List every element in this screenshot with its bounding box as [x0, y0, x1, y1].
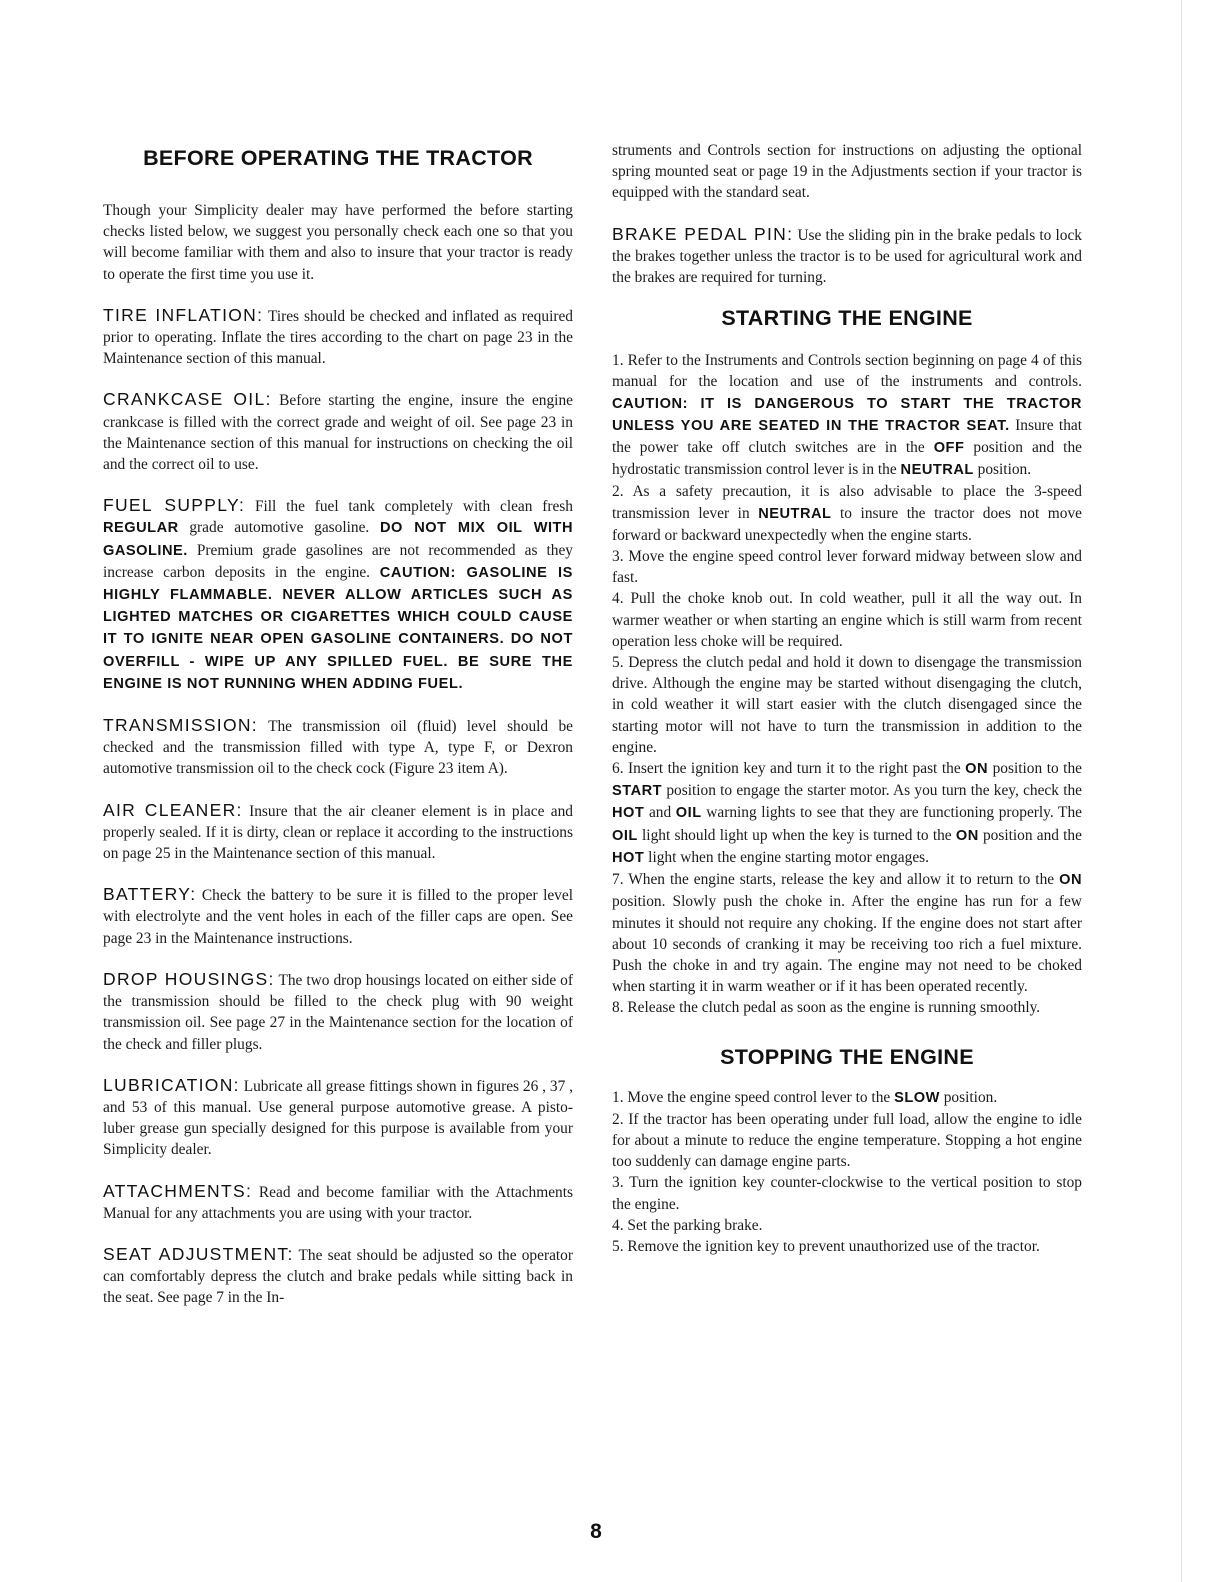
fuel-no-mix-keyword: DO NOT MIX OIL WITH GASOLINE.	[103, 520, 573, 559]
transmission-text: The transmission oil (fluid) level should be checked and the transmission filled with type A, type F, or Dexron automotive transmission oil to the check cock (Figure 23 item A).	[103, 718, 574, 778]
crankcase-oil-text: Before starting the engine, insure the engine crankcase is filled with the correct grade and weight of oil. See page 23 in the Maintenance section of this manual for instructions on checking the oil and the correct oil to use.	[103, 392, 573, 474]
neutral-keyword-2: NEUTRAL	[758, 505, 832, 522]
starting-step-3: 3. Move the engine speed control lever forward midway between slow and fast.	[612, 548, 1082, 587]
air-cleaner-text: Insure that the air cleaner element is in place and properly sealed. If it is dirty, clean or replace it according to the instructions on page 25 in the Maintenance section of this manual.	[103, 802, 573, 863]
stopping-step-1-text-a: 1. Move the engine speed control lever to the	[612, 1088, 891, 1106]
transmission-label: TRANSMISSION:	[103, 715, 258, 736]
fuel-supply-text-1: Fill the fuel tank completely with clean fresh	[254, 498, 573, 516]
attachments-label: ATTACHMENTS:	[103, 1180, 253, 1201]
neutral-keyword: NEUTRAL	[900, 462, 974, 479]
brake-pedal-pin-text: Use the sliding pin in the brake pedals to lock the brakes together unless the tractor is to be used for agricultural work and the brakes are required for turning.	[612, 226, 1082, 287]
starting-step-2	[612, 481, 1082, 546]
fuel-supply-label: FUEL SUPPLY:	[103, 495, 246, 516]
brake-pedal-pin-paragraph	[612, 224, 1082, 289]
starting-step-6-text-d: and	[648, 804, 672, 822]
attachments-paragraph	[103, 1181, 573, 1224]
on-keyword-3: ON	[1059, 872, 1082, 889]
off-keyword: OFF	[933, 440, 965, 457]
page-edge-line	[1181, 0, 1182, 1582]
starting-step-6	[612, 758, 1082, 869]
section-title-starting-engine: STARTING THE ENGINE	[721, 306, 973, 331]
starting-step-1-text-c: position and the hydrostatic transmission control lever is in the	[612, 439, 1082, 479]
oil-keyword: OIL	[675, 805, 702, 822]
brake-pedal-pin-label: BRAKE PEDAL PIN:	[612, 223, 794, 244]
crankcase-oil-label: CRANKCASE OIL:	[103, 389, 272, 410]
transmission-paragraph	[103, 715, 573, 780]
starting-step-5: 5. Depress the clutch pedal and hold it down to disengage the transmission drive. Although the engine may be started without disengaging the clutch, in cold weather it will start easier with the clutch disengaged since the starting motor will not have to turn the transmission in addition to the engine.	[612, 654, 1082, 756]
start-keyword: START	[612, 783, 663, 800]
drop-housings-paragraph	[103, 969, 573, 1055]
fuel-caution-warning: CAUTION: GASOLINE IS HIGHLY FLAMMABLE. NEVER ALLOW ARTICLES SUCH AS LIGHTED MATCHES OR CIGARETTES WHICH COULD CAUSE IT TO IGNITE NEAR OPEN GASOLINE CONTAINERS. DO NOT OVERFILL - WIPE UP ANY SPILLED FUEL. BE SURE THE ENGINE IS NOT RUNNING WHEN ADDING FUEL.	[103, 564, 573, 692]
air-cleaner-paragraph	[103, 800, 573, 865]
tire-inflation-label: TIRE INFLATION:	[103, 304, 264, 325]
left-column	[103, 140, 573, 1309]
battery-label: BATTERY:	[103, 884, 197, 905]
starting-step-6-text-e: warning lights to see that they are functioning properly. The	[706, 804, 1082, 822]
stopping-step-3: 3. Turn the ignition key counter-clockwise to the vertical position to stop the engine.	[612, 1174, 1082, 1213]
starting-step-2-text-b: to insure the tractor does not move forward or backward unexpectedly when the engine starts.	[612, 504, 1082, 544]
starting-seat-caution: CAUTION: IT IS DANGEROUS TO START THE TRACTOR UNLESS YOU ARE SEATED IN THE TRACTOR SEAT.	[612, 395, 1082, 434]
stopping-step-1-text-b: position.	[943, 1088, 998, 1106]
fuel-supply-text-3: Premium grade gasolines are not recommended as they increase carbon deposits in the engine.	[103, 541, 573, 581]
battery-text: Check the battery to be sure it is filled to the proper level with electrolyte and the vent holes in each of the filler caps are open. See page 23 in the Maintenance instructions.	[103, 887, 573, 947]
section-title-stopping-engine: STOPPING THE ENGINE	[720, 1044, 974, 1069]
hot-keyword: HOT	[612, 805, 645, 822]
starting-step-7-text-b: position. Slowly push the choke in. After the engine has run for a few minutes it should not require any choking. If the engine does not start after about 10 seconds of cranking it may be receiving too rich a fuel mixture. Push the choke in and try again. The engine may not need to be choked when starting it in warm weather or if it has been operated recently.	[612, 893, 1082, 996]
fuel-supply-paragraph	[103, 495, 573, 695]
drop-housings-text: The two drop housings located on either side of the transmission should be filled to the check plug with 90 weight transmission oil. See page 27 in the Maintenance section for the location of the check and filler plugs.	[103, 971, 573, 1053]
stopping-steps-list	[612, 1087, 1082, 1258]
fuel-regular-keyword: REGULAR	[103, 520, 179, 537]
starting-step-1	[612, 350, 1082, 481]
tire-inflation-text: Tires should be checked and inflated as required prior to operating. Inflate the tires according to the chart on page 23 in the Maintenance section of this manual.	[103, 307, 573, 368]
page-number: 8	[590, 1520, 602, 1543]
right-column	[612, 140, 1082, 1257]
starting-step-1-text-b: Insure that the power take off clutch switches are in the	[612, 416, 1082, 457]
starting-step-6-text-b: position to the	[992, 760, 1082, 778]
starting-step-6-text-h: light when the engine starting motor engages.	[648, 848, 929, 866]
intro-paragraph: Though your Simplicity dealer may have performed the before starting checks listed below, we suggest you personally check each one so that you will become familiar with them and also to insure that your tractor is ready to operate the first time you use it.	[103, 202, 573, 283]
tire-inflation-paragraph	[103, 305, 573, 370]
stopping-step-2: 2. If the tractor has been operating under full load, allow the engine to idle for about a minute to reduce the engine temperature. Stopping a hot engine too suddenly can damage engine parts.	[612, 1110, 1082, 1171]
seat-adjustment-label: SEAT ADJUSTMENT:	[103, 1243, 294, 1264]
oil-keyword-2: OIL	[612, 827, 638, 844]
stopping-step-4: 4. Set the parking brake.	[612, 1216, 763, 1234]
seat-adjustment-text: The seat should be adjusted so the operator can comfortably depress the clutch and brake pedals while sitting back in the seat. See page 7 in the In-	[103, 1246, 573, 1307]
on-keyword: ON	[965, 761, 989, 778]
seat-adjustment-paragraph	[103, 1244, 573, 1309]
battery-paragraph	[103, 884, 573, 949]
air-cleaner-label: AIR CLEANER:	[103, 799, 243, 820]
starting-step-6-text-a: 6. Insert the ignition key and turn it to the right past the	[612, 760, 961, 778]
drop-housings-label: DROP HOUSINGS:	[103, 968, 275, 989]
lubrication-label: LUBRICATION:	[103, 1074, 240, 1095]
starting-step-7	[612, 869, 1082, 997]
stopping-step-1	[612, 1087, 1082, 1109]
section-title-before-operating: BEFORE OPERATING THE TRACTOR	[143, 146, 533, 170]
starting-step-4: 4. Pull the choke knob out. In cold weather, pull it all the way out. In warmer weather or when starting an engine which is still warm from recent operation less choke will be required.	[612, 590, 1082, 650]
starting-step-7-text-a: 7. When the engine starts, release the key and allow it to return to the	[612, 871, 1055, 889]
starting-step-6-text-g: position and the	[982, 826, 1082, 844]
lubrication-text: Lubricate all grease fittings shown in figures 26 , 37 , and 53 of this manual. Use general purpose automotive grease. A pisto-luber grease gun specially designed for this purpose is available from your Simplicity dealer.	[103, 1077, 573, 1159]
seat-adjustment-continued: struments and Controls section for instructions on adjusting the optional spring mounted seat or page 19 in the Adjustments section if your tractor is equipped with the standard seat.	[612, 142, 1082, 202]
starting-step-1-text-a: 1. Refer to the Instruments and Controls section beginning on page 4 of this manual for the location and use of the instruments and controls.	[612, 352, 1082, 391]
on-keyword-2: ON	[955, 827, 979, 844]
starting-steps-list	[612, 350, 1082, 1018]
hot-keyword-2: HOT	[612, 849, 645, 866]
starting-step-6-text-c: position to engage the starter motor. As you turn the key, check the	[666, 782, 1083, 800]
starting-step-2-text-a: 2. As a safety precaution, it is also advisable to place the 3-speed transmission lever in	[612, 483, 1082, 522]
attachments-text: Read and become familiar with the Attachments Manual for any attachments you are using with your tractor.	[103, 1183, 573, 1222]
stopping-step-5: 5. Remove the ignition key to prevent unauthorized use of the tractor.	[612, 1237, 1040, 1255]
starting-step-1-text-d: position.	[977, 461, 1032, 479]
starting-step-6-text-f: light should light up when the key is turned to the	[642, 826, 952, 844]
crankcase-oil-paragraph	[103, 389, 573, 475]
starting-step-8: 8. Release the clutch pedal as soon as the engine is running smoothly.	[612, 999, 1041, 1017]
fuel-supply-text-2: grade automotive gasoline.	[189, 519, 370, 537]
slow-keyword: SLOW	[894, 1089, 940, 1106]
lubrication-paragraph	[103, 1075, 573, 1161]
